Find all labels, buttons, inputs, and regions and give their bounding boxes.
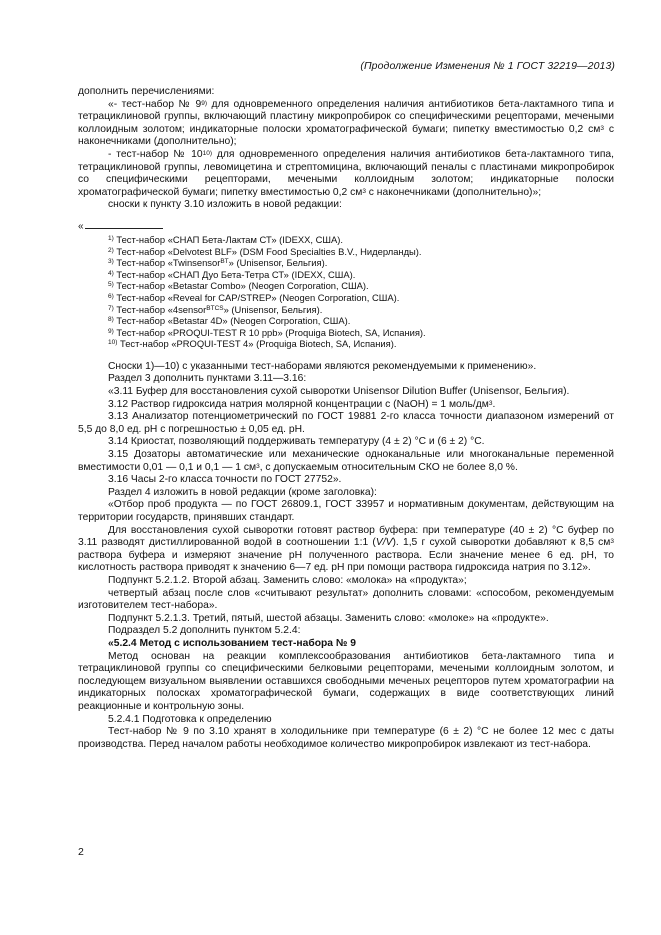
footnote-item xyxy=(78,234,614,246)
footnote-number: 10) xyxy=(108,339,118,347)
footnote-text: » (Unisensor, Бельгия). xyxy=(228,257,328,269)
footnote-item xyxy=(78,269,614,281)
footnote-item: $^{7)}$ Тест-набор «4sensor$^{BTCS}$» (Unisensor, Бельгия). xyxy=(108,303,323,315)
footnote-number: 7) xyxy=(108,304,114,312)
footnote-number: 4) xyxy=(108,269,114,277)
footnote-text: Тест-набор «PROQUI-TEST R 10 ppb» (Proquiga Biotech, SA, Испания). xyxy=(113,326,426,338)
footnote-text: Тест-набор «Reveal for CAP/STREP» (Neogen Corporation, США). xyxy=(113,291,400,303)
paragraph: Для восстановления сухой сыворотки готовят раствор буфера: при температуре (40 ± 2) °С буфер по 3.11 разводят дистиллированной водой в соотношении 1:1 (V/V). 1,5 г сухой сыворотки добавляют к 8,5 $см^3$ раствора буфера и измеряют значение рН полученного раствора. Если значение менее 6 ед. рН, то кислотность раствора приводят к значению 6—7 ед. рН при помощи раствора гидроксида натрия по 3.12». xyxy=(78,524,614,574)
paragraph: дополнить перечислениями: xyxy=(78,86,215,97)
footnote-item xyxy=(78,246,614,258)
paragraph: Тест-набор № 9 по 3.10 хранят в холодильнике при температуре (6 ± 2) °С не более 12 мес с даты производства. Перед началом работы необходимое количество микропробирок извлекают из тест-набора. xyxy=(78,726,614,750)
paragraph: Раздел 4 изложить в новой редакции (кроме заголовка): xyxy=(108,486,377,498)
footnote-number: 3) xyxy=(108,258,114,266)
footnote-text: Тест-набор «СНАП Дуо Бета-Тетра СТ» (IDEXX, США). xyxy=(113,268,356,280)
footnote-separator xyxy=(78,222,614,231)
footnote-text: » (Unisensor, Бельгия). xyxy=(223,303,323,315)
footnote-number: 2) xyxy=(108,246,114,254)
paragraph: Подпункт 5.2.1.2. Второй абзац. Заменить слово: «молока» на «продукта»; xyxy=(108,574,467,586)
footnote-text: Тест-набор «СНАП Бета-Лактам СТ» (IDEXX, США). xyxy=(113,233,343,245)
footnote-text: Тест-набор «Betastar Combo» (Neogen Corporation, США). xyxy=(113,280,369,292)
footnote-rule xyxy=(85,228,163,229)
footnote-number: 6) xyxy=(108,292,114,300)
paragraph: сноски к пункту 3.10 изложить в новой редакции: xyxy=(108,199,342,211)
footnote-number: 5) xyxy=(108,281,114,289)
subsection-heading: 5.2.4.1 Подготовка к определению xyxy=(108,713,272,725)
footnote-text: Тест-набор «Betastar 4D» (Neogen Corporation, США). xyxy=(113,315,351,327)
paragraph: 3.12 Раствор гидроксида натрия молярной концентрации с (NaOH) = 1 моль/$дм^3$. xyxy=(108,398,496,410)
page-header: (Продолжение Изменения № 1 ГОСТ 32219—2013) xyxy=(360,60,615,72)
paragraph: Раздел 3 дополнить пунктами 3.11—3.16: xyxy=(108,373,307,385)
footnote-text: Тест-набор «Delvotest BLF» (DSM Food Specialties B.V., Нидерланды). xyxy=(113,245,422,257)
footnote-item xyxy=(78,338,614,350)
paragraph: «- тест-набор № 9$^{9)}$ для одновременного определения наличия антибиотиков бета-лактамного типа и тетрациклиновой группы, включающий пластину микропробирок со специфическими рецепторами, мечеными коллоидным золотом; индикаторные полоски хроматографической бумаги; пипетку вместимостью 0,2 $см^3$ с наконечниками (дополнительно); xyxy=(78,98,614,148)
footnote-number: 8) xyxy=(108,316,114,324)
page-number: 2 xyxy=(78,846,84,858)
paragraph: Сноски 1)—10) с указанными тест-наборами являются рекомендуемыми к применению». xyxy=(108,360,537,372)
paragraph: «Отбор проб продукта — по ГОСТ 26809.1, ГОСТ 33957 и нормативным документам, действующим на территории государств, принявших стандарт. xyxy=(78,499,614,523)
footnote-text: Тест-набор «PROQUI-TEST 4» (Proquiga Biotech, SA, Испания). xyxy=(117,338,397,350)
paragraph: Подраздел 5.2 дополнить пунктом 5.2.4: xyxy=(108,625,301,637)
footnote-item xyxy=(78,292,614,304)
footnote-block xyxy=(78,222,614,350)
paragraph: 3.14 Криостат, позволяющий поддерживать температуру (4 ± 2) °С и (6 ± 2) °С. xyxy=(108,436,485,448)
paragraph: 3.13 Анализатор потенциометрический по ГОСТ 19881 2-го класса точности диапазоном измерений от 5,5 до 8,0 ед. рН с погрешностью ± 0,05 ед. рН. xyxy=(78,411,614,435)
footnote-item xyxy=(78,315,614,327)
paragraph: 3.15 Дозаторы автоматические или механические одноканальные или многоканальные переменной вместимости 0,01 — 0,1 и 0,1 — 1 $см^3$, с допускаемым относительным СКО не более 8,0 %. xyxy=(78,449,614,473)
paragraph: Метод основан на реакции комплексообразования антибиотиков бета-лактамного типа и тетрациклиновой группы со специфическими белковыми рецепторами, мечеными коллоидным золотом, и последующем визуальном выявлении оставшихся свободными меченых рецепторов путем хроматографии на индикаторных полосках хроматографической бумаги, содержащих в виде соответствующих линий реакционные и контрольную зоны. xyxy=(78,650,614,712)
footnote-item: $^{3)}$ Тест-набор «Twinsensor$^{BT}$» (Unisensor, Бельгия). xyxy=(108,257,328,269)
paragraph: «3.11 Буфер для восстановления сухой сыворотки Unisensor Dilution Buffer (Unisensor, Бельгия). xyxy=(108,386,570,398)
open-quote: « xyxy=(78,220,84,232)
paragraph: Подпункт 5.2.1.3. Третий, пятый, шестой абзацы. Заменить слово: «молоке» на «продукте». xyxy=(108,612,549,624)
footnote-list xyxy=(78,234,614,350)
document-body xyxy=(78,86,614,751)
footnote-number: 9) xyxy=(108,327,114,335)
paragraph: - тест-набор № 10$^{10)}$ для одновременного определения наличия антибиотиков бета-лактамного типа, тетрациклиновой группы, левомицетина и стрептомицина, включающий пеналы с пластинами микропробирок со специфическими рецепторами, мечеными коллоидным золотом; индикаторные полоски хроматографической бумаги; пипетку вместимостью 0,2 $см^3$ с наконечниками (дополнительно)»; xyxy=(78,148,614,198)
footnote-item xyxy=(78,280,614,292)
paragraph: четвертый абзац после слов «считывают результат» дополнить словами: «способом, рекомендуемым изготовителем тест-набора». xyxy=(78,587,614,612)
footnote-number: 1) xyxy=(108,234,114,242)
paragraph: 3.16 Часы 2-го класса точности по ГОСТ 27752». xyxy=(108,474,342,486)
footnote-item xyxy=(78,327,614,339)
section-heading: «5.2.4 Метод с использованием тест-набора № 9 xyxy=(108,637,356,649)
